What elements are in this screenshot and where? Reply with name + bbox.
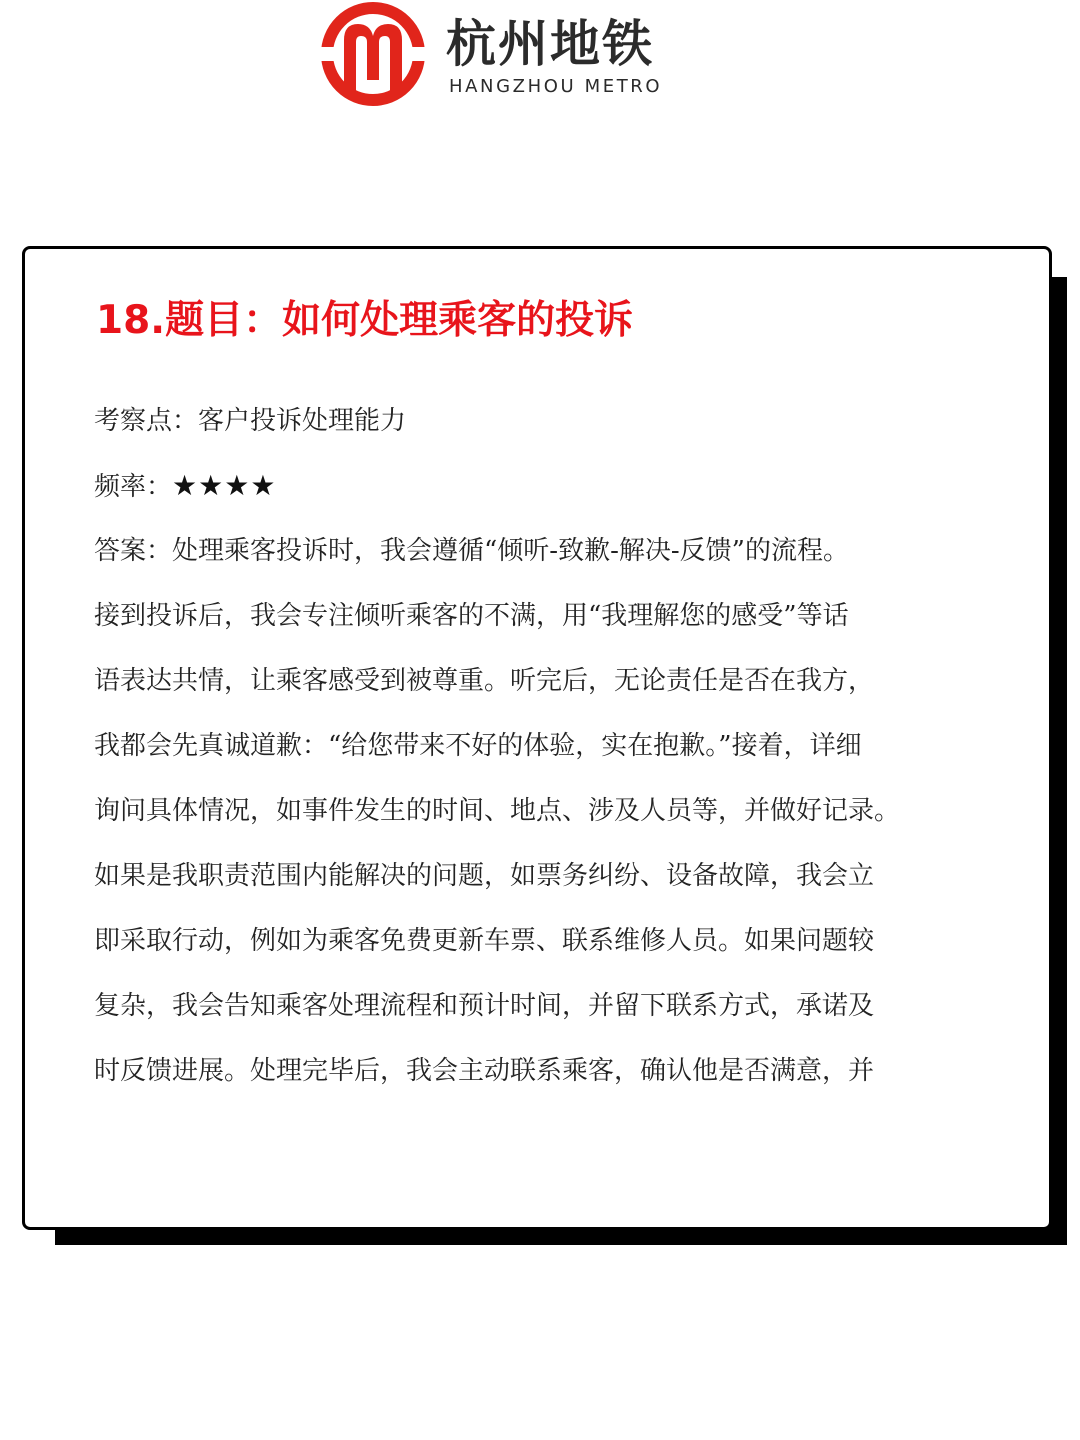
answer-line: 我都会先真诚道歉：“给您带来不好的体验，实在抱歉。”接着，详细: [94, 731, 862, 761]
metro-logo-icon: [318, 0, 428, 108]
answer-line: 如果是我职责范围内能解决的问题，如票务纠纷、设备故障，我会立: [94, 861, 875, 891]
frequency-stars-icon: ★★★★: [172, 469, 277, 502]
question-title: 18.题目：如何处理乘客的投诉: [96, 298, 634, 343]
answer-line: 时反馈进展。处理完毕后，我会主动联系乘客，确认他是否满意，并: [94, 1056, 875, 1086]
assessment-point-label: 考察点：: [94, 406, 199, 436]
hangzhou-metro-logo: [318, 0, 738, 110]
answer-line: 复杂，我会告知乘客处理流程和预计时间，并留下联系方式，承诺及: [94, 991, 875, 1021]
answer-line: 答案：处理乘客投诉时，我会遵循“倾听-致歉-解决-反馈”的流程。: [94, 536, 849, 566]
assessment-point: [94, 401, 994, 441]
frequency-label: 频率：: [94, 472, 173, 502]
assessment-point-value: 客户投诉处理能力: [198, 406, 407, 436]
answer-line: 即采取行动，例如为乘客免费更新车票、联系维修人员。如果问题较: [94, 926, 875, 956]
question-card: [22, 246, 1052, 1230]
logo-english-name: HANGZHOU METRO: [449, 76, 663, 97]
answer-line: 语表达共情，让乘客感受到被尊重。听完后，无论责任是否在我方，: [94, 666, 875, 696]
logo-chinese-name: 杭州地铁: [446, 15, 654, 73]
answer-text: [94, 531, 974, 1116]
answer-line: 询问具体情况，如事件发生的时间、地点、涉及人员等，并做好记录。: [94, 796, 901, 826]
answer-line: 接到投诉后，我会专注倾听乘客的不满，用“我理解您的感受”等话: [94, 601, 849, 631]
frequency: [94, 466, 994, 507]
